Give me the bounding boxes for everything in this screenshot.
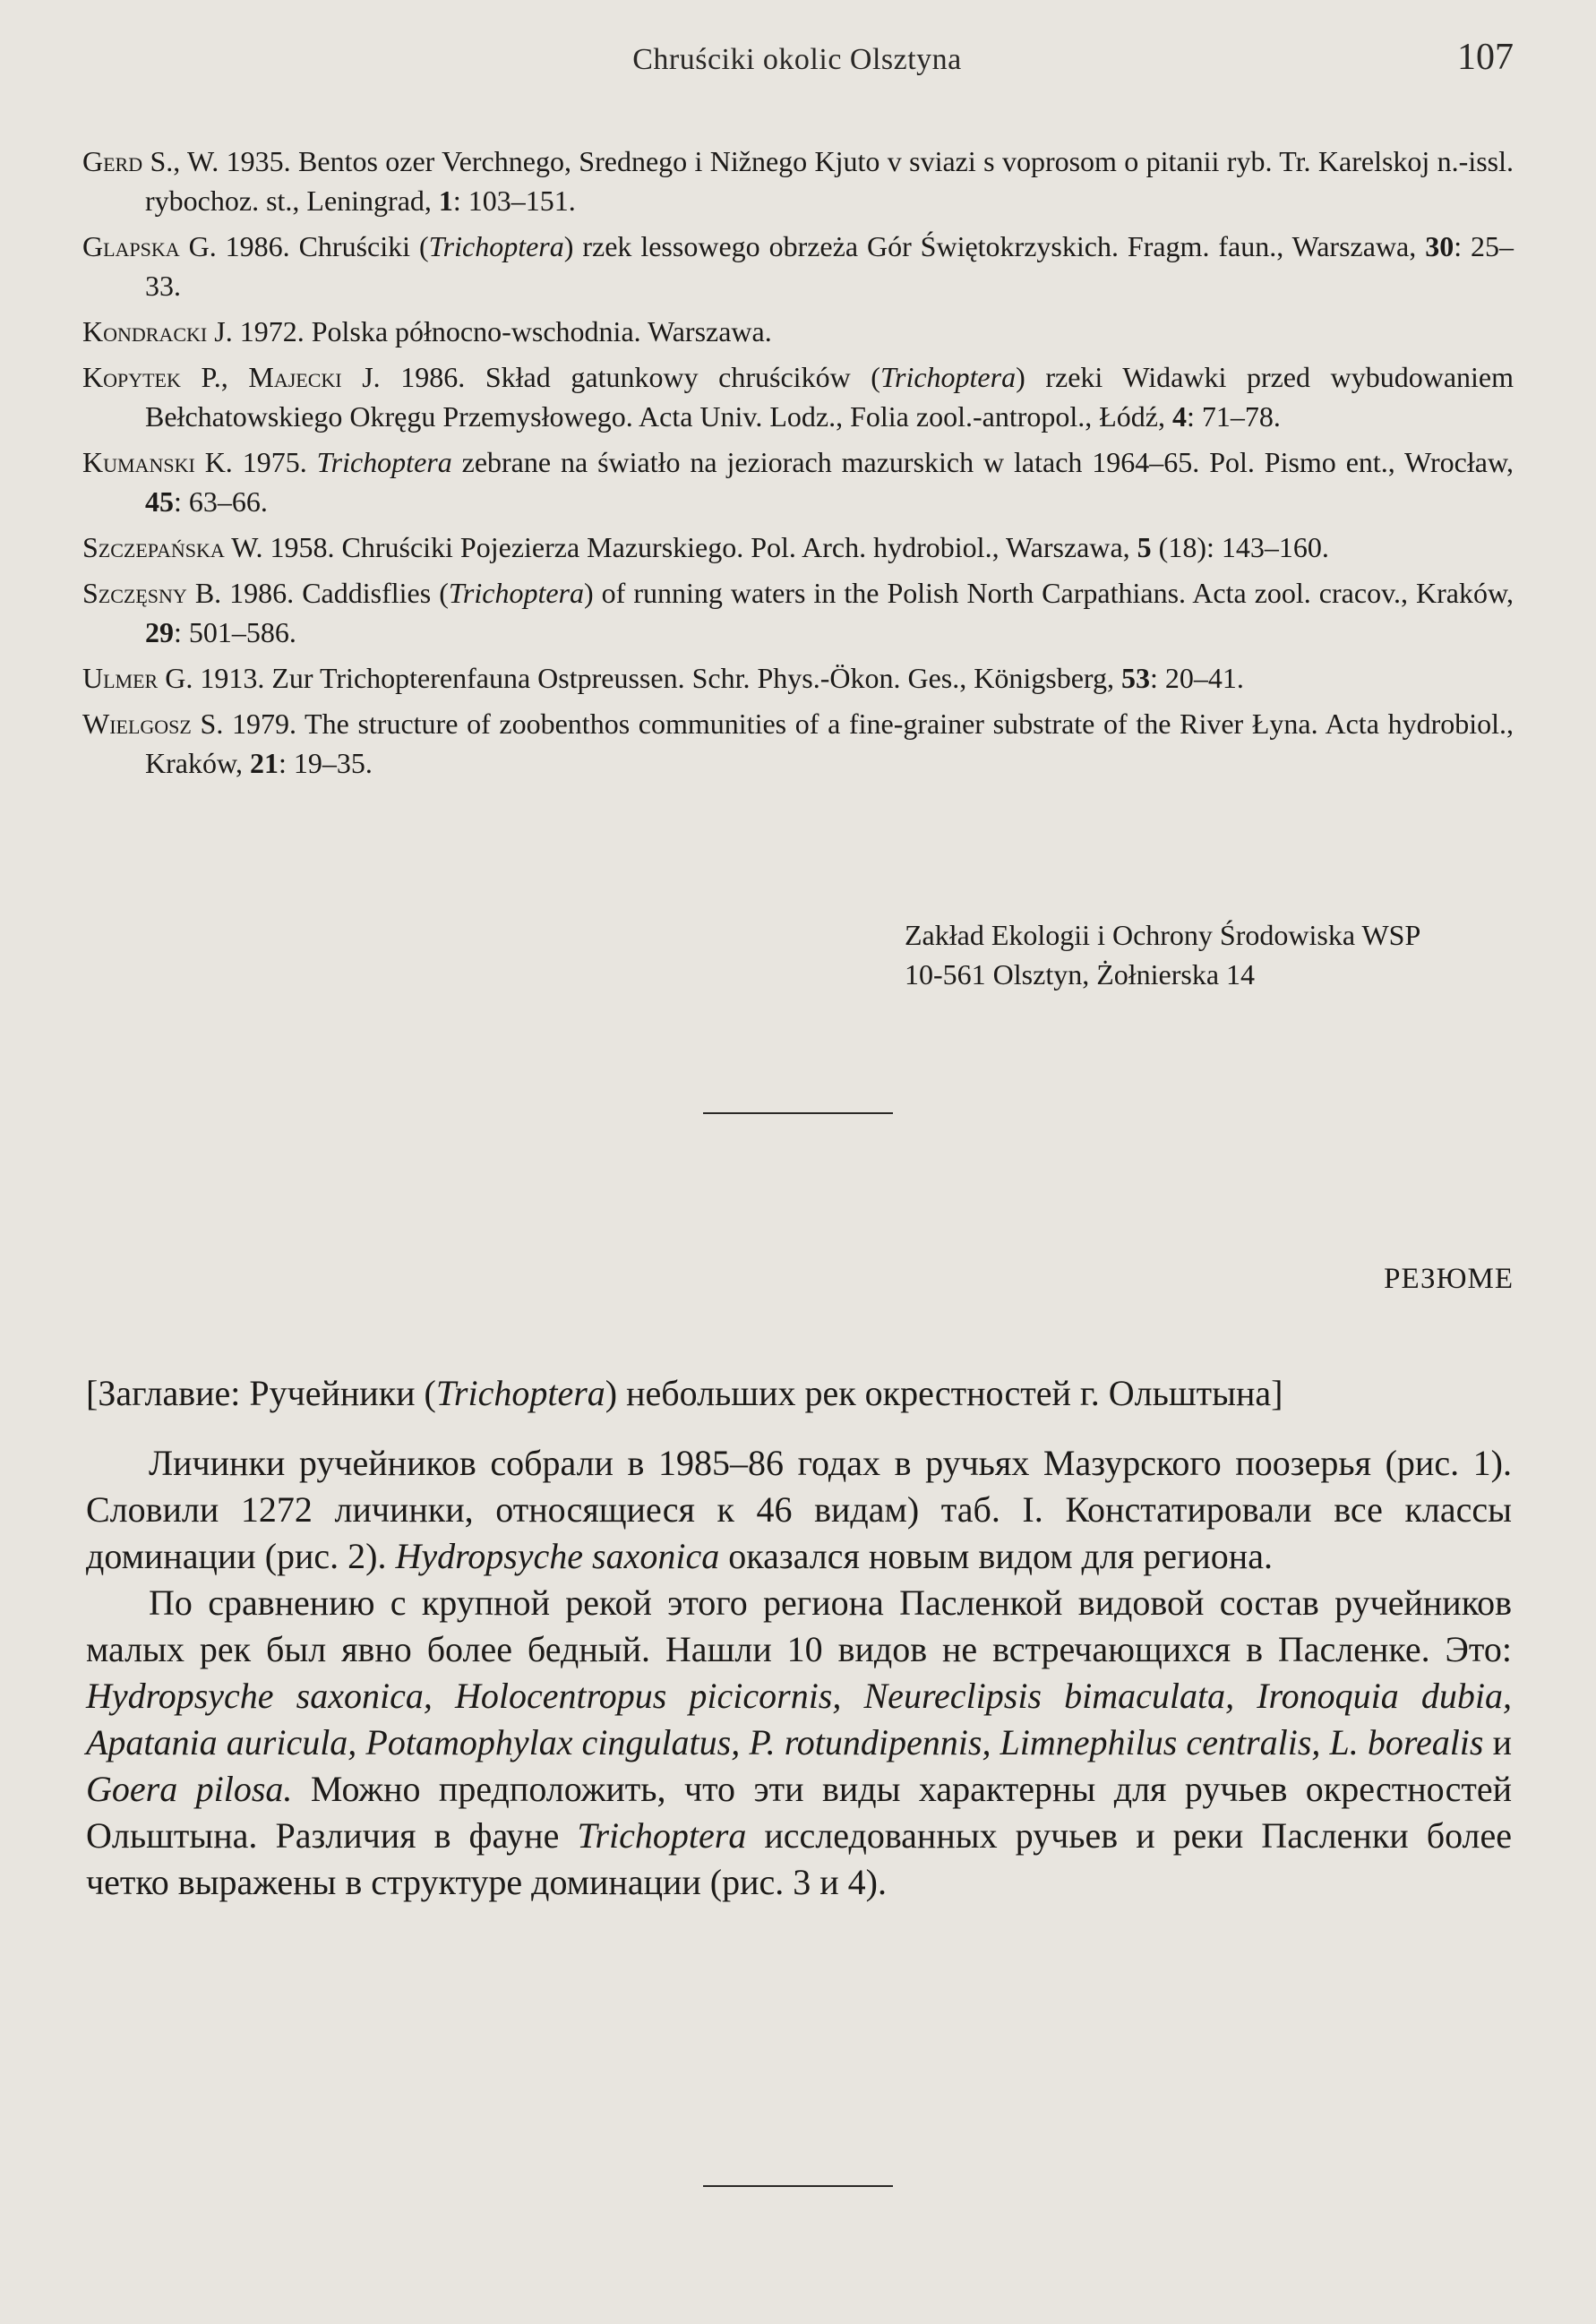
reference-text: P., xyxy=(180,361,249,393)
reference-volume: 45 xyxy=(145,485,174,518)
reference-pages: (18): 143–160. xyxy=(1151,531,1329,563)
affiliation-institution: Zakład Ekologii i Ochrony Środowiska WSP xyxy=(905,919,1421,951)
reference-taxon: Trichoptera xyxy=(880,361,1017,393)
reference-author: Szczepańska xyxy=(82,531,225,563)
reference-author: Kondracki xyxy=(82,315,208,347)
reference-volume: 4 xyxy=(1172,400,1187,433)
affiliation-address: 10-561 Olsztyn, Żołnierska 14 xyxy=(905,958,1256,990)
reference-taxon: Trichoptera xyxy=(316,446,452,478)
running-title: Chruściki okolic Olsztyna xyxy=(632,43,962,76)
reference-list xyxy=(82,141,1514,789)
subtitle-text: [Заглавие: Ручейники ( xyxy=(86,1373,436,1413)
reference-volume: 5 xyxy=(1137,531,1152,563)
reference-entry xyxy=(82,704,1514,783)
reference-volume: 21 xyxy=(250,747,279,779)
reference-entry xyxy=(82,357,1514,436)
paragraph-taxon: Goera pilosa. xyxy=(86,1769,293,1809)
reference-entry xyxy=(82,658,1514,698)
reference-volume: 53 xyxy=(1120,662,1150,694)
reference-text: J. 1986. Skład gatunkowy chruścików ( xyxy=(341,361,880,393)
resume-heading: РЕЗЮМЕ xyxy=(1384,1263,1514,1295)
reference-pages: : 20–41. xyxy=(1149,662,1244,694)
reference-text: zebrane na światło na jeziorach mazurskich w latach 1964–65. Pol. Pismo ent., Wrocław, xyxy=(451,446,1514,478)
reference-volume: 29 xyxy=(145,616,174,648)
reference-entry xyxy=(82,227,1514,305)
reference-pages: : 501–586. xyxy=(174,616,296,648)
reference-entry xyxy=(82,312,1514,351)
section-divider xyxy=(703,1112,893,1114)
reference-author: Ulmer xyxy=(82,662,159,694)
paragraph-taxon: Hydropsyche saxonica xyxy=(395,1536,720,1576)
reference-text: G. 1986. Chruściki ( xyxy=(179,230,429,262)
reference-pages: : 25–33. xyxy=(145,230,1514,302)
reference-author: Szczęsny xyxy=(82,577,187,609)
reference-entry xyxy=(82,573,1514,652)
reference-author: Majecki xyxy=(248,361,342,393)
reference-text: ) rzeki Widawki przed wybudowaniem Bełchatowskiego Okręgu Przemysłowego. Acta Univ. Lodz., Folia zool.-antropol., Łódź, xyxy=(145,361,1514,433)
resume-subtitle xyxy=(86,1370,1512,1417)
reference-volume: 1 xyxy=(438,184,453,217)
reference-author: Kumanski xyxy=(82,446,195,478)
reference-text: J. 1972. Polska północno-wschodnia. Warszawa. xyxy=(207,315,772,347)
resume-paragraph-2 xyxy=(86,1580,1512,1906)
paragraph-text: Личинки ручейников собрали в 1985–86 годах в ручьях Мазурского поозерья (рис. 1). Словили 1272 личинки, относящиеся к 46 видам) таб. I. Констатировали все классы доминации (рис. 2). xyxy=(86,1443,1512,1576)
resume-paragraph-1 xyxy=(86,1440,1512,1580)
reference-pages: : 71–78. xyxy=(1187,400,1281,433)
reference-author: Gerd xyxy=(82,145,143,177)
resume-body xyxy=(86,1370,1512,1906)
subtitle-text: ) небольших рек окрестностей г. Ольштына] xyxy=(605,1373,1283,1413)
reference-text: K. 1975. xyxy=(194,446,317,478)
paragraph-text: исследованных ручьев и реки Пасленки более четко выражены в структуре доминации (рис. 3 и 4). xyxy=(86,1815,1513,1902)
reference-text: S., W. 1935. Bentos ozer Verchnego, Srednego i Nižnego Kjuto v sviazi s voprosom o pitanii ryb. Tr. Karelskoj n.-issl. rybochoz. st., Leningrad, xyxy=(142,145,1514,217)
paragraph-species-list: Hydropsyche saxonica, Holocentropus picicornis, Neureclipsis bimaculata, Ironoquia dubia, Apatania auricula, Potamophylax cingulatus, P. rotundipennis, Limnephilus centralis, L. borealis xyxy=(86,1676,1512,1762)
reference-taxon: Trichoptera xyxy=(448,577,584,609)
reference-entry xyxy=(82,527,1514,567)
reference-pages: : 19–35. xyxy=(279,747,373,779)
reference-pages: : 103–151. xyxy=(452,184,576,217)
reference-text: S. 1979. The structure of zoobenthos communities of a fine-grainer substrate of the River Łyna. Acta hydrobiol., Kraków, xyxy=(145,707,1514,779)
page-number: 107 xyxy=(1457,37,1514,78)
paragraph-text: и xyxy=(1483,1722,1513,1762)
reference-text: B. 1986. Caddisflies ( xyxy=(186,577,449,609)
reference-text: ) rzek lessowego obrzeża Gór Świętokrzyskich. Fragm. faun., Warszawa, xyxy=(563,230,1426,262)
page-header xyxy=(81,36,1514,90)
author-affiliation xyxy=(905,915,1532,994)
reference-taxon: Trichoptera xyxy=(428,230,564,262)
reference-author: Glapska xyxy=(82,230,180,262)
reference-pages: : 63–66. xyxy=(174,485,268,518)
paragraph-text: оказался новым видом для региона. xyxy=(719,1536,1273,1576)
reference-volume: 30 xyxy=(1425,230,1454,262)
paragraph-text: По сравнению с крупной рекой этого региона Пасленкой видовой состав ручейников малых рек был явно более бедный. Нашли 10 видов не встречающихся в Пасленке. Это: xyxy=(86,1582,1512,1669)
paragraph-text: Можно предположить, что эти виды характерны для ручьев окрестностей Ольштына. Различия в фауне xyxy=(86,1769,1513,1856)
subtitle-taxon: Trichoptera xyxy=(435,1373,605,1413)
reference-author: Kopytek xyxy=(82,361,181,393)
paragraph-taxon: Trichoptera xyxy=(577,1815,747,1856)
reference-entry xyxy=(82,141,1514,220)
section-divider xyxy=(703,2185,893,2187)
reference-author: Wielgosz xyxy=(82,707,192,740)
reference-text: G. 1913. Zur Trichopterenfauna Ostpreussen. Schr. Phys.-Ökon. Ges., Königsberg, xyxy=(158,662,1121,694)
reference-entry xyxy=(82,442,1514,521)
reference-text: ) of running waters in the Polish North Carpathians. Acta zool. cracov., Kraków, xyxy=(583,577,1514,609)
reference-text: W. 1958. Chruściki Pojezierza Mazurskiego. Pol. Arch. hydrobiol., Warszawa, xyxy=(224,531,1137,563)
